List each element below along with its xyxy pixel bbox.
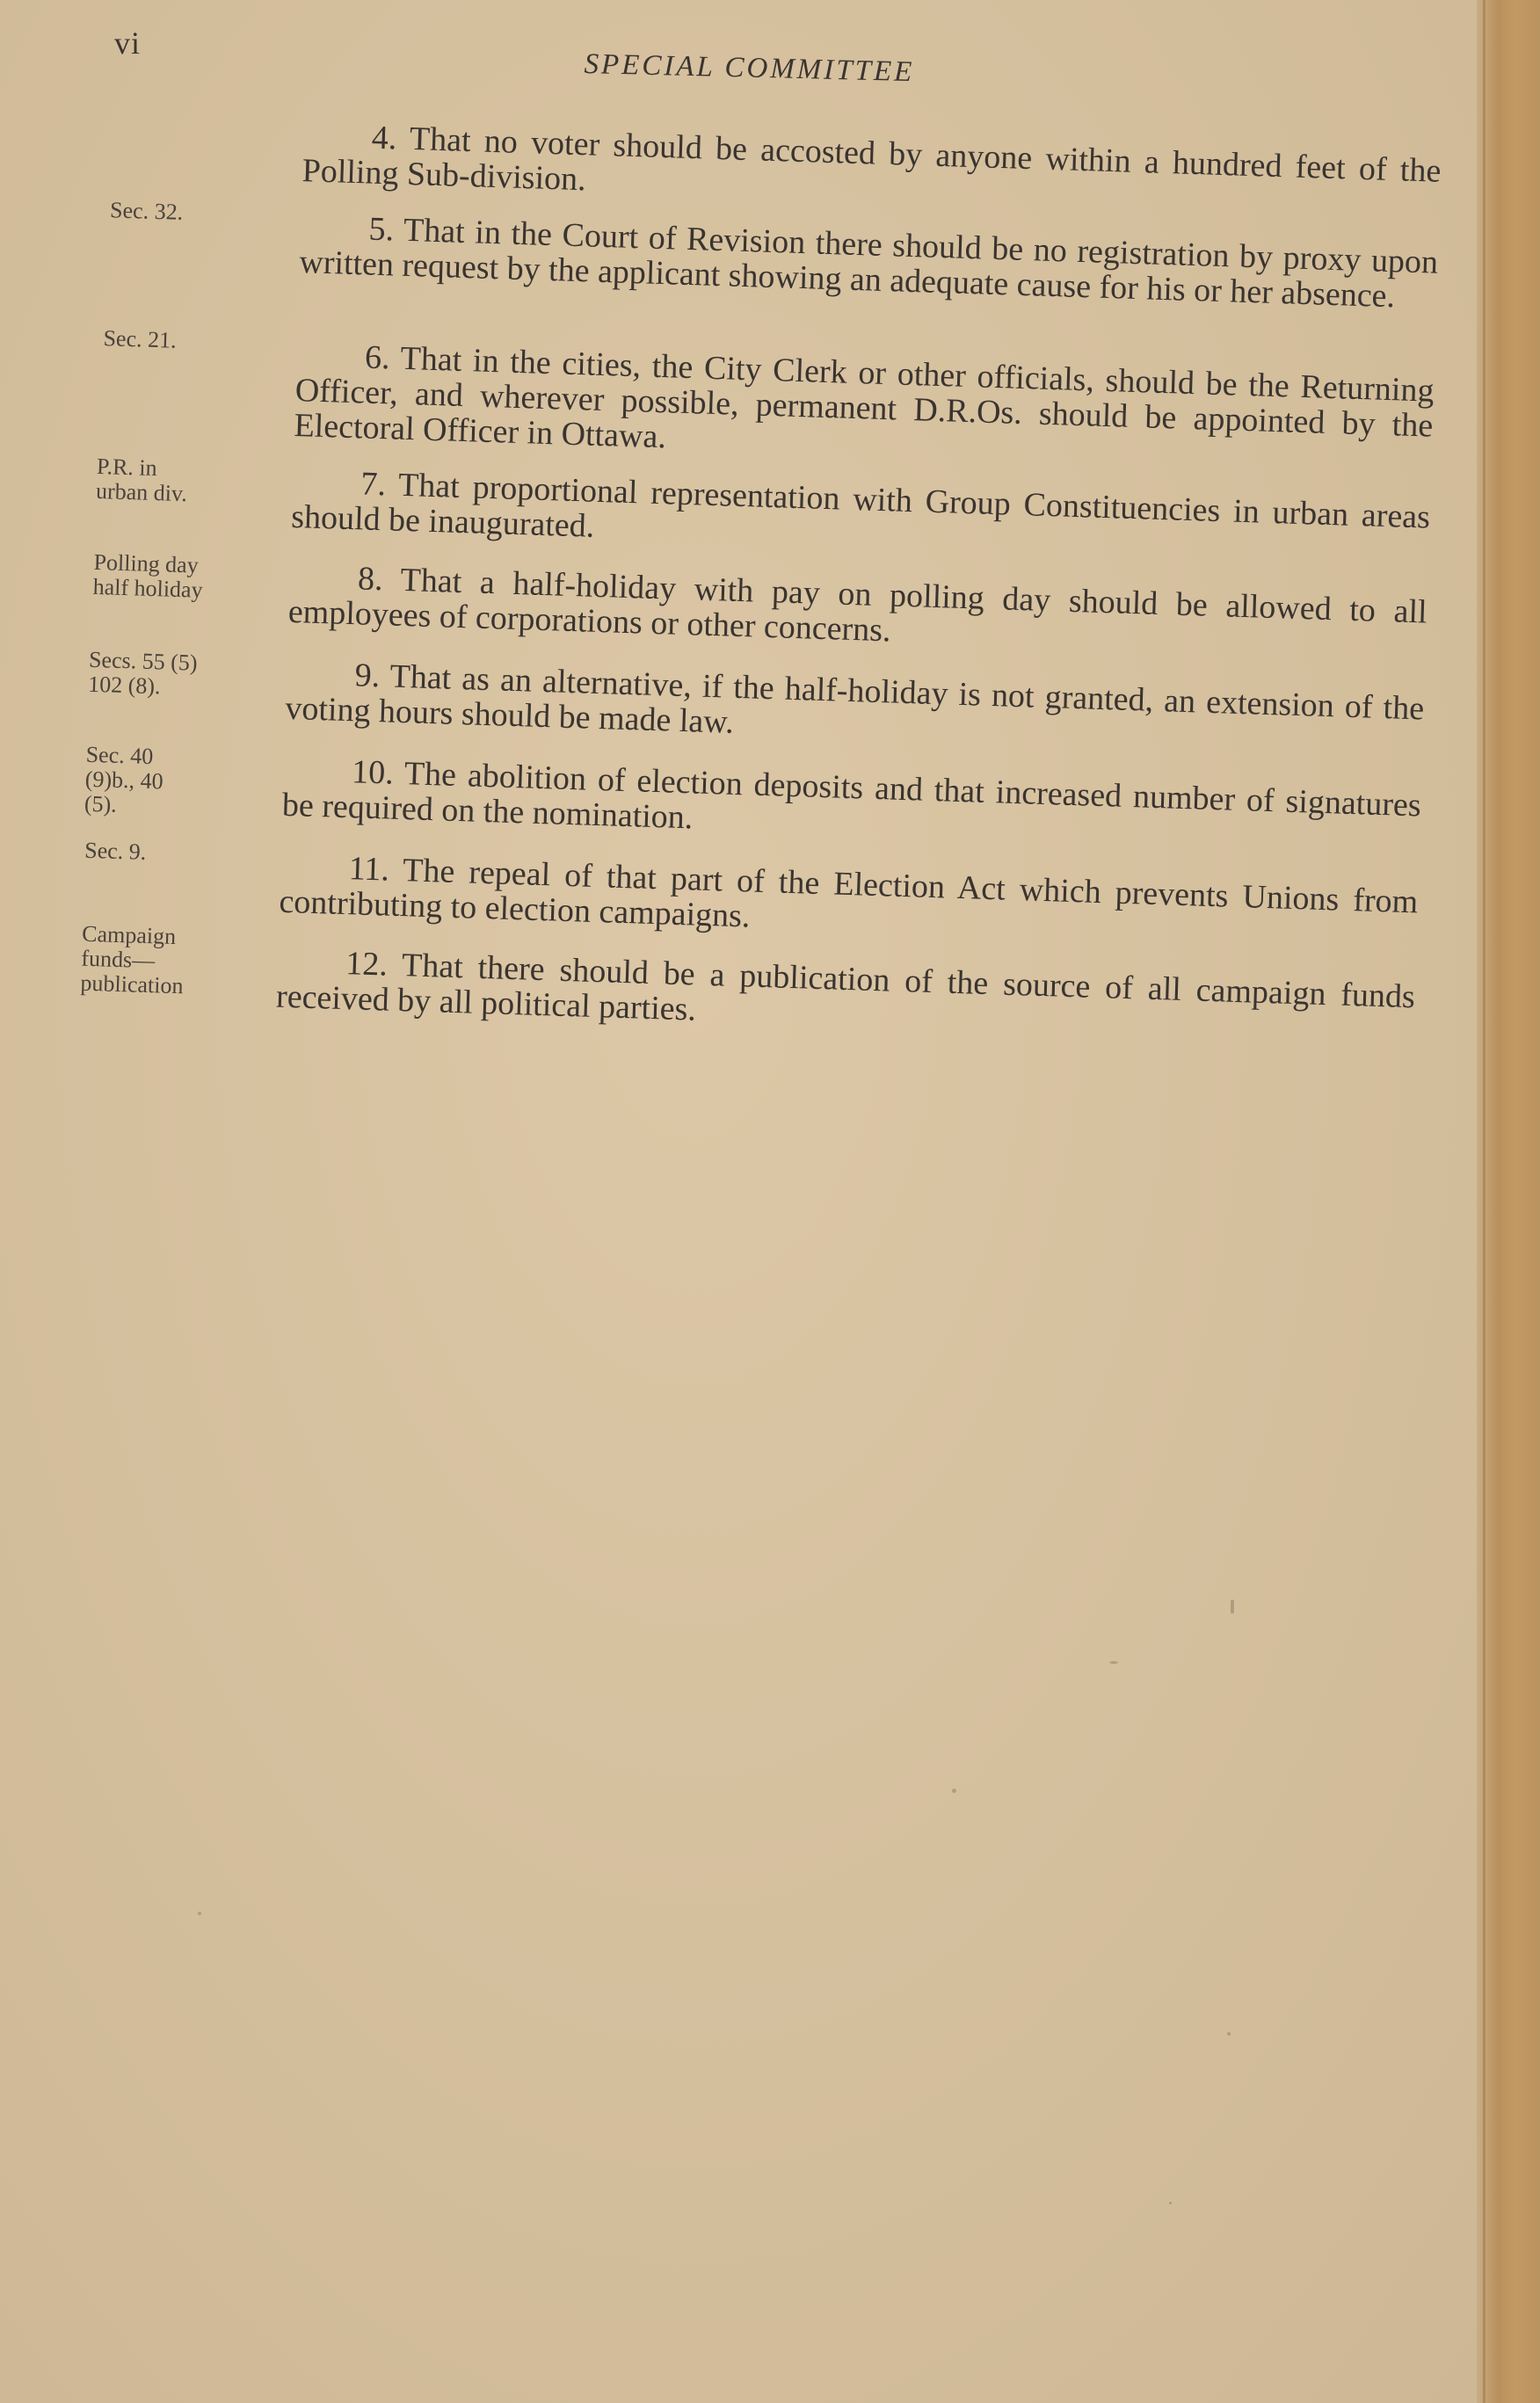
item-number: 4. — [371, 119, 398, 157]
recommendation-item-5 — [299, 209, 1439, 316]
margin-note-secs-55: Secs. 55 (5) 102 (8). — [87, 646, 199, 700]
margin-note-sec-40: Sec. 40 (9)b., 40 (5). — [84, 741, 164, 817]
item-number: 6. — [364, 338, 391, 377]
paper-speck — [1169, 2202, 1172, 2204]
item-text: That there should be a publication of the source of all campaign funds received by all political parties. — [275, 947, 1416, 1028]
paper-speck — [1109, 1661, 1118, 1664]
item-number: 8. — [357, 560, 384, 599]
page-number: vi — [114, 25, 142, 61]
margin-note-pr-urban: P.R. in urban div. — [95, 453, 188, 507]
item-text: That in the Court of Revision there should be no registration by proxy upon written request by the applicant showing an adequate cause for his or her absence. — [298, 211, 1439, 316]
item-text: The repeal of that part of the Election Act which prevents Unions from contributing to election campaigns. — [278, 852, 1419, 935]
paper-speck — [1231, 1600, 1234, 1614]
margin-note-polling-day: Polling day half holiday — [92, 548, 204, 603]
paper-speck — [198, 1912, 201, 1915]
paper-speck — [952, 1789, 956, 1793]
recommendation-item-8 — [287, 559, 1427, 665]
recommendation-item-7 — [291, 464, 1431, 570]
margin-note-sec-21: Sec. 21. — [103, 325, 178, 353]
margin-note-sec-9: Sec. 9. — [84, 837, 147, 865]
recommendation-item-9 — [285, 656, 1425, 762]
item-text: That proportional representation with Group Constituencies in urban areas should be inaugurated. — [290, 466, 1431, 545]
item-text: The abolition of election deposits and that increased number of signatures be required on the nomination. — [281, 755, 1422, 837]
item-number: 12. — [345, 945, 389, 984]
running-head: SPECIAL COMMITTEE — [584, 48, 915, 89]
item-text: That in the cities, the City Clerk or other officials, should be the Returning Officer, and wherever possible, permanent D.R.Os. should be appointed by the Electoral Officer in Ottawa. — [293, 339, 1435, 456]
item-number: 11. — [348, 850, 390, 889]
margin-note-campaign-funds: Campaign funds— publication — [80, 920, 184, 999]
recommendation-item-6 — [294, 338, 1435, 479]
recommendation-item-4 — [301, 118, 1442, 224]
recommendation-item-12 — [276, 944, 1416, 1050]
item-number: 5. — [368, 210, 395, 249]
recommendation-item-11 — [279, 849, 1419, 955]
item-number: 7. — [360, 465, 387, 504]
item-number: 10. — [351, 753, 395, 792]
recommendation-item-10 — [281, 752, 1421, 859]
item-number: 9. — [354, 657, 381, 695]
margin-note-sec-32: Sec. 32. — [109, 197, 184, 225]
paper-speck — [1227, 2032, 1231, 2036]
item-text: That a half-holiday with pay on polling day should be allowed to all employees of corporations or other concerns. — [287, 561, 1428, 650]
item-text: That no voter should be accosted by anyone within a hundred feet of the Polling Sub-division. — [301, 120, 1442, 199]
item-text: That as an alternative, if the half-holiday is not granted, an extension of the voting hours should be made law. — [284, 657, 1425, 741]
